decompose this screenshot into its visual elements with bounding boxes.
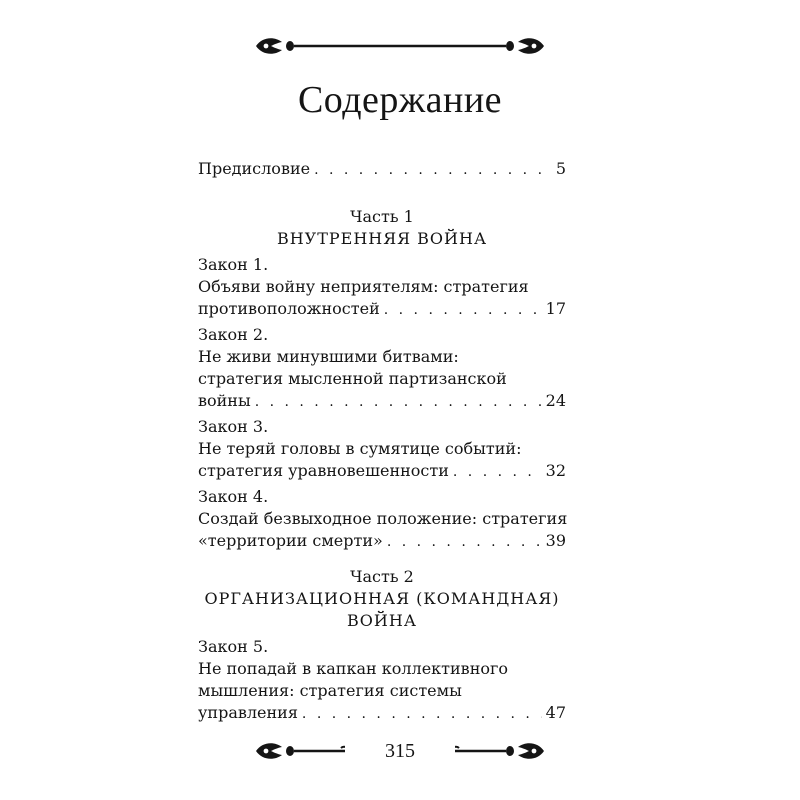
part-title: ВОЙНА (347, 611, 417, 630)
entry-title-line: «территории смерти» (198, 531, 383, 550)
entry-page: 39 (545, 531, 566, 550)
entry-title-line: мышления: стратегия системы (198, 681, 462, 700)
top-ornament (0, 26, 800, 66)
entry-page: 17 (545, 299, 566, 318)
dot-leader (255, 391, 542, 413)
entry-page: 24 (545, 391, 566, 410)
law-label: Закон 2. (198, 325, 269, 344)
dot-leader (387, 531, 542, 553)
table-of-contents (198, 158, 566, 180)
entry-title-line: Не живи минувшими битвами: (198, 347, 459, 366)
part-title: ВНУТРЕННЯЯ ВОЙНА (276, 229, 488, 248)
preface-page: 5 (555, 159, 566, 178)
toc-entry-law-4[interactable] (198, 486, 566, 552)
entry-title-line: управления (198, 703, 298, 722)
dot-leader (453, 461, 542, 483)
part-2-section (198, 566, 566, 724)
entry-title-line: противоположностей (198, 299, 380, 318)
entry-title-line: Не попадай в капкан коллективного (198, 659, 508, 678)
dot-leader (302, 703, 542, 725)
page-number: 315 (345, 739, 455, 763)
entry-title-line: стратегия мысленной партизанской (198, 369, 507, 388)
page-title: Содержание (297, 79, 503, 121)
part-label: Часть 2 (350, 567, 414, 586)
law-label: Закон 4. (198, 487, 269, 506)
entry-title-line: стратегия уравновешенности (198, 461, 449, 480)
part-label: Часть 1 (350, 207, 414, 226)
law-label: Закон 1. (198, 255, 269, 274)
entry-title-line: войны (198, 391, 251, 410)
toc-entry-law-5[interactable] (198, 636, 566, 724)
part-1-section (198, 206, 566, 552)
toc-entry-law-2[interactable] (198, 324, 566, 412)
toc-entry-law-1[interactable] (198, 254, 566, 320)
law-label: Закон 5. (198, 637, 269, 656)
entry-title-line: Создай безвыходное положение: стратегия (198, 509, 568, 528)
toc-entry-law-3[interactable] (198, 416, 566, 482)
part-title: ОРГАНИЗАЦИОННАЯ (КОМАНДНАЯ) (204, 589, 560, 608)
preface-label: Предисловие (198, 159, 311, 178)
entry-page: 32 (545, 461, 566, 480)
dot-leader (384, 299, 542, 321)
entry-title-line: Объяви войну неприятелям: стратегия (198, 277, 529, 296)
entry-page: 47 (545, 703, 566, 722)
entry-title-line: Не теряй головы в сумятице событий: (198, 439, 522, 458)
law-label: Закон 3. (198, 417, 269, 436)
dot-leader (314, 159, 552, 181)
toc-entry-preface[interactable] (198, 158, 566, 180)
